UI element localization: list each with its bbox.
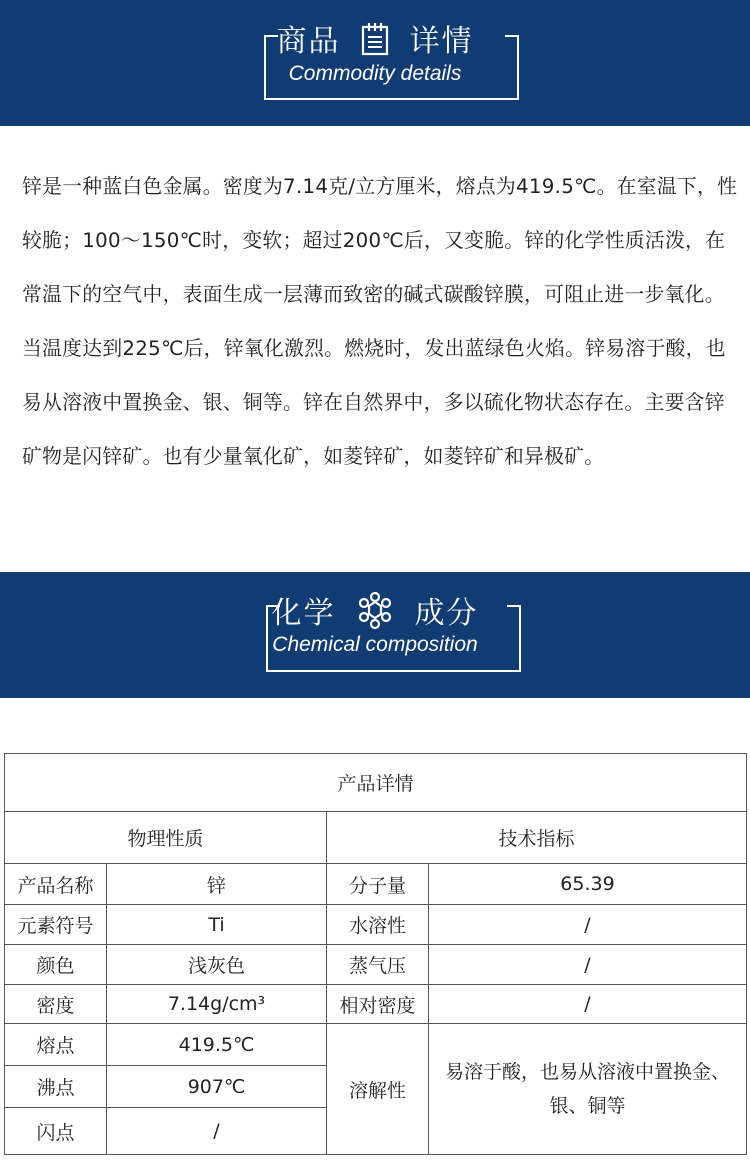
spec-value: 65.39 bbox=[429, 864, 747, 905]
product-detail-table bbox=[4, 753, 747, 1155]
property-value: Ti bbox=[107, 905, 327, 945]
table-row bbox=[5, 945, 747, 985]
property-label: 颜色 bbox=[5, 945, 107, 985]
physical-properties-header: 物理性质 bbox=[5, 812, 327, 864]
banner-title-left: 化学 bbox=[271, 596, 336, 631]
property-label: 熔点 bbox=[5, 1024, 107, 1066]
chemical-composition-banner bbox=[0, 572, 750, 698]
banner-title-right: 成分 bbox=[414, 596, 479, 631]
table-row bbox=[5, 905, 747, 945]
spec-value: 易溶于酸，也易从溶液中置换金、银、铜等 bbox=[429, 1024, 747, 1155]
property-value: 419.5℃ bbox=[107, 1024, 327, 1066]
spec-label: 蒸气压 bbox=[327, 945, 429, 985]
banner-title bbox=[0, 16, 750, 64]
spec-value: / bbox=[429, 985, 747, 1024]
table-row bbox=[5, 864, 747, 905]
property-label: 元素符号 bbox=[5, 905, 107, 945]
property-value: 浅灰色 bbox=[107, 945, 327, 985]
property-value: / bbox=[107, 1108, 327, 1155]
property-label: 密度 bbox=[5, 985, 107, 1024]
banner-subtitle: Commodity details bbox=[288, 62, 462, 85]
spec-label: 相对密度 bbox=[327, 985, 429, 1024]
spec-value: / bbox=[429, 905, 747, 945]
banner-title bbox=[0, 588, 750, 638]
spec-label: 水溶性 bbox=[327, 905, 429, 945]
spec-value: / bbox=[429, 945, 747, 985]
property-label: 产品名称 bbox=[5, 864, 107, 905]
banner-title-right: 详情 bbox=[409, 24, 474, 59]
property-value: 7.14g/cm³ bbox=[107, 985, 327, 1024]
molecule-icon bbox=[355, 592, 395, 638]
banner-subtitle: Chemical composition bbox=[272, 633, 478, 656]
table-row bbox=[5, 985, 747, 1024]
banner-title-left: 商品 bbox=[276, 24, 341, 59]
property-value: 907℃ bbox=[107, 1066, 327, 1108]
table-row bbox=[5, 1024, 747, 1066]
notepad-icon bbox=[360, 22, 390, 64]
spec-label: 溶解性 bbox=[327, 1024, 429, 1155]
property-label: 沸点 bbox=[5, 1066, 107, 1108]
description-text: 锌是一种蓝白色金属。密度为7.14克/立方厘米，熔点为419.5℃。在室温下，性较脆；100～150℃时，变软；超过200℃后，又变脆。锌的化学性质活泼，在常温下的空气中，表面生成一层薄而致密的碱式碳酸锌膜，可阻止进一步氧化。当温度达到225℃后，锌氧化激烈。燃烧时，发出蓝绿色火焰。锌易溶于酸，也易从溶液中置换金、银、铜等。锌在自然界中，多以硫化物状态存在。主要含锌矿物是闪锌矿。也有少量氧化矿，如菱锌矿，如菱锌矿和异极矿。 bbox=[22, 175, 738, 468]
property-value: 锌 bbox=[107, 864, 327, 905]
table-title: 产品详情 bbox=[5, 754, 747, 812]
property-label: 闪点 bbox=[5, 1108, 107, 1155]
spec-label: 分子量 bbox=[327, 864, 429, 905]
technical-specs-header: 技术指标 bbox=[327, 812, 747, 864]
commodity-details-banner bbox=[0, 0, 750, 126]
